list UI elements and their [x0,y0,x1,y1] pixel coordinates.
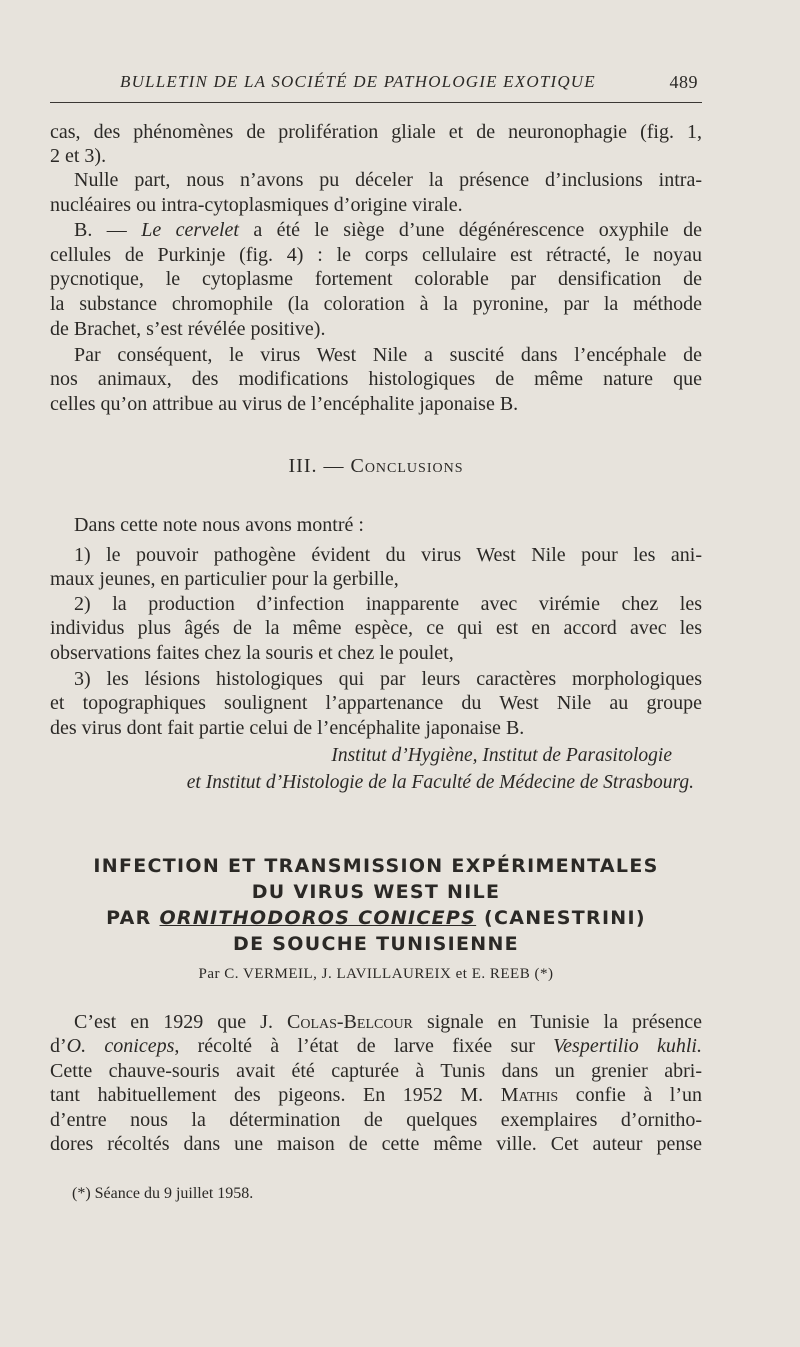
author-line: Par C. VERMEIL, J. LAVILLAUREIX et E. REEB (*) [198,966,554,982]
text-line: observations faites chez la souris et chez le poulet, [50,642,454,664]
text-line: d’entre nous la détermination de quelques exemplaires d’ornitho- [50,1109,702,1131]
text-line: maux jeunes, en particulier pour la gerbille, [50,568,399,590]
text-line: Par conséquent, le virus West Nile a suscité dans l’encéphale de [74,344,702,366]
text-line: nucléaires ou intra-cytoplasmiques d’origine virale. [50,194,463,216]
text-line: d’O. coniceps, récolté à l’état de larve fixée sur Vespertilio kuhli. [50,1035,702,1057]
article-title: DU VIRUS WEST NILE [251,881,501,903]
header-rule [50,102,702,103]
cervelet-term: Le cervelet [141,219,239,241]
text-line: 1) le pouvoir pathogène évident du virus West Nile pour les ani- [74,544,702,566]
text-line: individus plus âgés de la même espèce, ce qui est en accord avec les [50,617,702,639]
text-line: cas, des phénomènes de prolifération gliale et de neuronophagie (fig. 1, [50,121,702,143]
text-line: C’est en 1929 que J. Colas-Belcour signale en Tunisie la présence [74,1011,702,1033]
text-line: celles qu’on attribue au virus de l’encéphalite japonaise B. [50,393,519,415]
text-line: des virus dont fait partie celui de l’encéphalite japonaise B. [50,717,525,739]
text-line: la substance chromophile (la coloration à la pyronine, par la méthode [50,293,702,315]
article-title: INFECTION ET TRANSMISSION EXPÉRIMENTALES [93,855,659,877]
text-line: Cette chauve-souris avait été capturée à Tunis dans un grenier abri- [50,1060,702,1082]
text-line: cellules de Purkinje (fig. 4) : le corps cellulaire est rétracté, le noyau [50,244,702,266]
article-title: DE SOUCHE TUNISIENNE [233,933,519,955]
affiliation-line: et Institut d’Histologie de la Faculté de Médecine de Strasbourg. [186,772,694,793]
section-heading: III. — Conclusions [288,455,464,477]
species-name: ORNITHODOROS CONICEPS [159,907,477,929]
text-line: nos animaux, des modifications histologiques de même nature que [50,368,702,390]
text-line: 2 et 3). [50,145,107,167]
text-line: 2) la production d’infection inapparente avec virémie chez les [74,593,702,615]
affiliation-line: Institut d’Hygiène, Institut de Parasitologie [331,745,672,766]
page-number: 489 [669,72,698,92]
running-header [50,72,702,100]
article-title: PAR ORNITHODOROS CONICEPS (CANESTRINI) [106,907,646,929]
text-line: Dans cette note nous avons montré : [74,514,364,536]
text-line: dores récoltés dans une maison de cette même ville. Cet auteur pense [50,1133,702,1155]
text-line: B. — Le cervelet a été le siège d’une dégénérescence oxyphile de [74,219,703,241]
text-line: de Brachet, s’est révélée positive). [50,318,326,340]
text-line: 3) les lésions histologiques qui par leurs caractères morphologiques [74,668,702,690]
running-title: BULLETIN DE LA SOCIÉTÉ DE PATHOLOGIE EXOTIQUE [120,72,596,91]
author-name: Mathis [500,1084,559,1106]
species-name: Vespertilio kuhli. [553,1035,702,1057]
text-line: tant habituellement des pigeons. En 1952 M. Mathis confie à l’un [50,1084,702,1106]
text-line: pycnotique, le cytoplasme fortement colorable par densification de [50,268,702,290]
author-name: Colas-Belcour [287,1011,413,1033]
text-line: Nulle part, nous n’avons pu déceler la présence d’inclusions intra- [74,169,702,191]
footnote: (*) Séance du 9 juillet 1958. [72,1185,254,1202]
species-name: O. coniceps [66,1035,175,1057]
text-line: et topographiques soulignent l’appartenance du West Nile au groupe [50,692,702,714]
